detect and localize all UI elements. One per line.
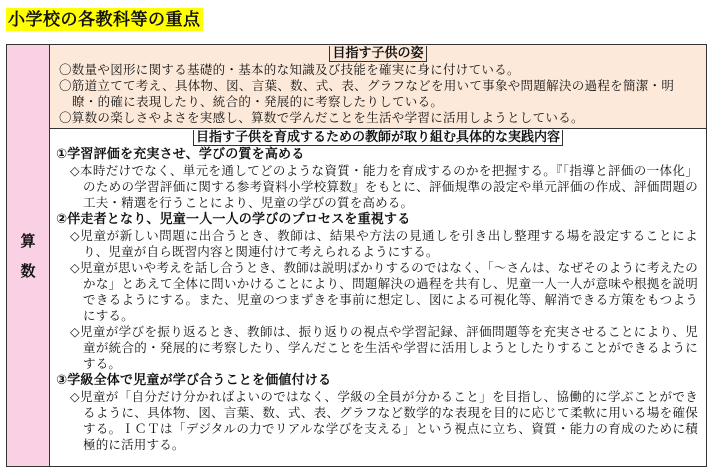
subject-table	[6, 44, 707, 467]
goals-heading: 目指す子供の姿	[329, 46, 426, 62]
practice-group-heading: ③学級全体で児童が学び合うことを価値付ける	[56, 373, 332, 388]
subject-char: 数	[20, 261, 36, 280]
content-column	[50, 45, 706, 466]
practice-item: ◇児童が学びを振り返るとき、教師は、振り返りの視点や学習記録、評価問題等を充実させることにより、児童が統合的・発展的に考察したり、学んだことを生活や学習に活用しようとしたりすることができるようにする。	[70, 324, 698, 371]
goal-item: 〇数量や図形に関する基礎的・基本的な知識及び技能を確実に身に付けている。	[59, 62, 520, 77]
goals-section	[50, 45, 706, 129]
practice-item: ◇児童が新しい問題に出合うとき、教師は、結果や方法の見通しを引き出し整理する場を設定することにより、児童が自ら既習内容と関連付けて考えられるようにする。	[70, 228, 698, 259]
practice-group-heading: ①学習評価を充実させ、学びの質を高める	[56, 147, 305, 162]
practices-section	[50, 129, 706, 466]
practice-item: ◇児童が「自分だけ分かればよいのではなく、学級の全員が分かること」を目指し、協働的に学ぶことができるように、具体物、図、言葉、数、式、表、グラフなど数学的な表現を目的に応じて柔軟に用いる場を確保する。ＩＣＴは「デジタルの力でリアルな学びを支える」という視点に立ち、資質・能力の育成のために積極的に活用する。	[70, 389, 698, 452]
practice-group-heading: ②伴走者となり、児童一人一人の学びのプロセスを重視する	[56, 212, 411, 227]
goal-item: 〇筋道立てて考え、具体物、図、言葉、数、式、表、グラフなどを用いて事象や問題解決の過程を簡潔・明瞭・的確に表現したり、統合的・発展的に考察したりしている。	[59, 78, 675, 109]
subject-char: 算	[20, 231, 36, 250]
practice-item: ◇本時だけでなく、単元を通してどのような資質・能力を育成するのかを把握する。『「指導と評価の一体化」のための学習評価に関する参考資料小学校算数』をもとに、評価規準の設定や単元評価の作成、評価問題の工夫・精選を行うことにより、児童の学びの質を高める。	[70, 163, 698, 210]
goal-item: 〇算数の楽しさやよさを実感し、算数で学んだことを生活や学習に活用しようとしている。	[59, 110, 584, 125]
page-title: 小学校の各教科等の重点	[8, 10, 201, 30]
subject-label-cell	[7, 45, 50, 466]
practice-item: ◇児童が思いや考えを話し合うとき、教師は説明ばかりするのではなく、「～さんは、なぜそのように考えたのかな」とあえて全体に問いかけることにより、問題解決の過程を共有し、児童一人一人が意味や根拠を説明できるようにする。また、児童のつまずきを事前に想定し、図による可視化等、解消できる方策をもつようにする。	[70, 260, 698, 323]
practices-heading: 目指す子供を育成するための教師が取り組む具体的な実践内容	[193, 130, 563, 146]
